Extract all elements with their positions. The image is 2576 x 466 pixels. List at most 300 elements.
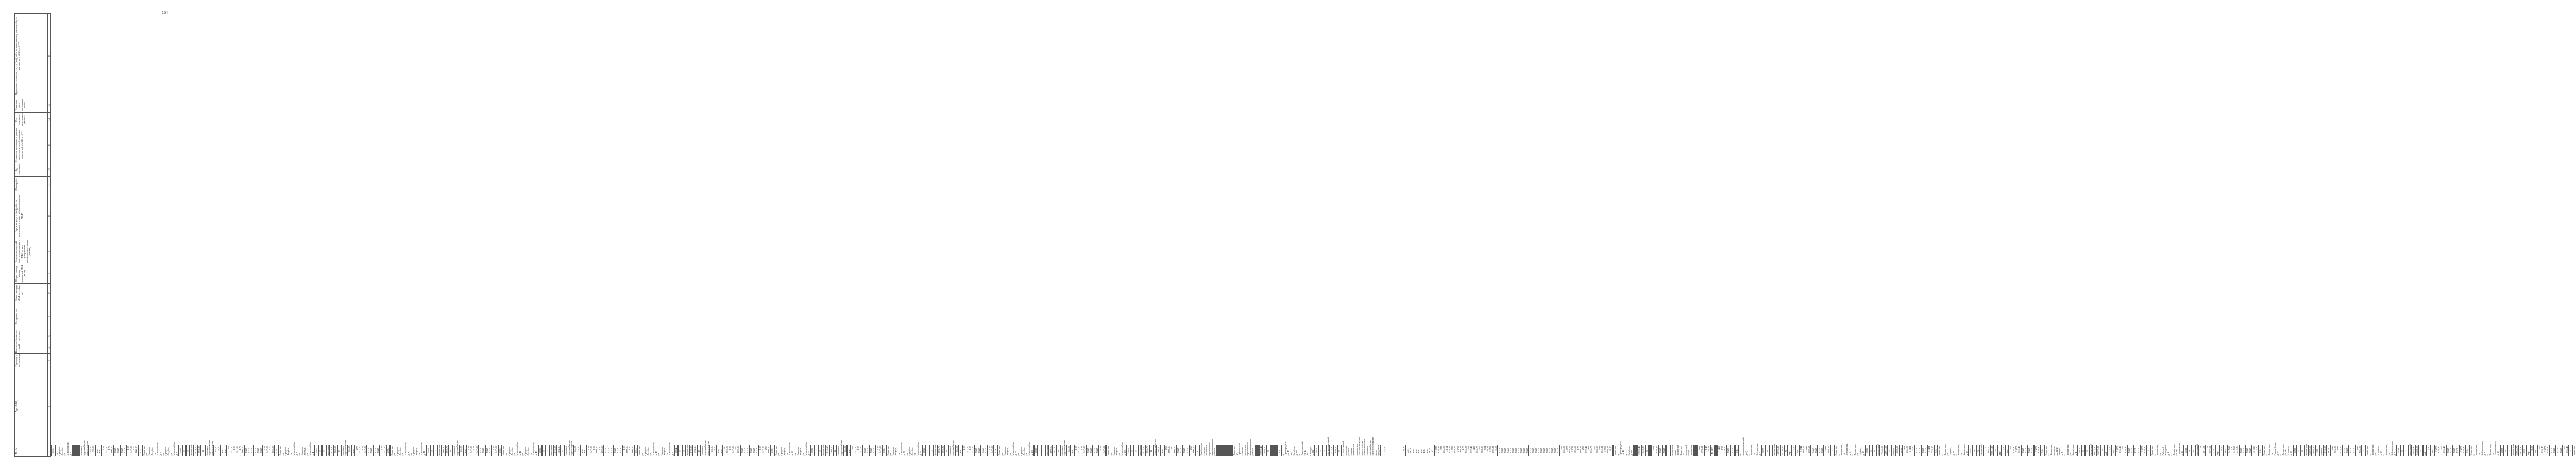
table-cell: 2022 2022 2022 2022 2022 2022 2022 2022 2022 2022 2022 [1529, 445, 1560, 457]
table-cell: Итого по рп Средняя Ахтуба, ул. Микрорайон, д. 2 рп Средняя Ахтуба, ул. Микрорайон, д. 3 [142, 442, 178, 456]
table-cell: 2022 2022 [974, 445, 981, 457]
table-cell: 108 147,00 [492, 445, 498, 457]
table-row [1613, 14, 1667, 457]
table-row [1667, 14, 1735, 457]
table-cell: крупнопанельный [1327, 437, 1330, 456]
table-cell: кирпичный [1877, 444, 1880, 456]
table-cell: кирпичный [1980, 444, 1984, 456]
table-cell: Итого по рп Средняя Ахтуба, ул. Микрорайон, д. 44 рп Средняя Ахтуба, ул. Микрорайон, д. 48 [502, 442, 538, 456]
table-cell: 19 [697, 445, 701, 457]
table-cell: 2022 2022 [2349, 445, 2355, 457]
column-number-row [48, 14, 51, 457]
table-cell: 5 [1323, 445, 1326, 457]
table-cell: 222 265,05 4 977 664,05 2 787 105,65 178 966,99 253 772,49 1 453 036,78 372 783,86 584 256,31 2 963 069,21 0,00 [1560, 445, 1612, 457]
table-cell: Итого по рп Средняя Ахтуба, ул. Микрорайон, д. 77 рп Средняя Ахтуба, ул. Микрорайон, д. 78 [886, 442, 922, 456]
table-cell: 250 000,00 250 000,00 [1164, 445, 1176, 457]
table-cell: панельный [1773, 444, 1776, 456]
table-cell: 12 [833, 445, 837, 457]
table-cell: 7. [1667, 445, 1670, 457]
table-cell: 108 147,00 170 000,00 [126, 445, 138, 457]
table-cell: (61 многоквартирный дом) г. Волгоград, ул. Козловская, д. 6 [1739, 437, 1761, 456]
column-number: 1 [48, 445, 51, 457]
table-cell: лифт [2104, 445, 2108, 457]
table-cell: 1971 [1969, 445, 1972, 457]
table-cell: 5.29. [386, 445, 390, 457]
table-cell: 2 [1130, 445, 1134, 457]
table-cell: 108 147,00 108 147,00 [467, 445, 479, 457]
table-cell: 9 [2188, 445, 2191, 457]
table-cell: 5.33. [882, 445, 886, 457]
table-cell: 2 532,40 [1259, 445, 1263, 457]
table-cell: 13 291,03 [2199, 445, 2206, 457]
table-cell: 2 898 925,00 [2355, 445, 2362, 457]
header-cell: Стоимость капитального ремонта за счет средств собственников помещений в МКД, руб.** [15, 127, 48, 163]
table-cell: 85,00 74,00 [573, 445, 580, 457]
table-cell: 7.2. [1831, 445, 1834, 457]
table-cell: 5.30. [498, 445, 502, 457]
column-number: 5 [48, 330, 51, 342]
column-number: 15 [48, 98, 51, 113]
table-cell: 2 [682, 445, 686, 457]
table-cell: 2022 2022 [479, 445, 485, 457]
table-cell: 5 [2297, 445, 2300, 457]
table-cell: 2 [322, 445, 326, 457]
header-row [15, 14, 48, 457]
column-number: 11 [48, 177, 51, 193]
table-cell: 230 000,00 108 147,00 200 000,00 [723, 445, 740, 457]
table-cell: 241 [2419, 445, 2422, 457]
table-cell: лифт [2216, 445, 2219, 457]
table-cell: 2022 2022 [485, 445, 492, 457]
table-cell: 2 [318, 445, 322, 457]
table-cell: панельный [2304, 444, 2308, 456]
table-cell: 1958 [2293, 445, 2297, 457]
table-cell: 1980 [1034, 445, 1038, 457]
table-cell: 2 [430, 445, 434, 457]
rotated-table-page [14, 14, 2576, 457]
table-cell: 46 547 [1710, 445, 1714, 457]
table-cell: 398,00 [1157, 445, 1160, 457]
table-cell: 2022 2022 [981, 445, 988, 457]
table-cell: 7.6. [2258, 445, 2262, 457]
table-cell: панельные [326, 444, 329, 456]
table-cell: 7.7. [2362, 445, 2365, 457]
table-cell: 1 013,00 [1142, 445, 1145, 457]
table-cell: 9 [2504, 445, 2507, 457]
table-cell: панельный [2196, 444, 2198, 456]
table-cell: 7 277 636,40 7 277 636,40 [2538, 445, 2550, 457]
table-cell: 2 [926, 445, 929, 457]
table-cell: 3 688,60 [2312, 445, 2315, 457]
table-cell: руб. кв.м м.п. м.п. м.п. м.п. м.п. м.п. кв.м м³ [1406, 445, 1434, 457]
table-cell: 1 019,00 [689, 445, 693, 457]
table-cell: 5 [1869, 445, 1873, 457]
table-cell: м.п. м.п. [221, 445, 227, 457]
table-cell: 108 147,00 108 147,00 [1074, 445, 1086, 457]
table-cell: 2022 2022 2022 [740, 445, 750, 457]
table-cell: панельные [550, 444, 553, 456]
table-cell: 2 424 235,00 2 424 235,00 [1903, 445, 1914, 457]
table-cell: 2 [678, 445, 682, 457]
table-cell: 108 [2315, 445, 2319, 457]
table-cell: панельные [190, 444, 193, 456]
table-cell: крыша [2319, 445, 2323, 457]
table-cell: м.п. м.п. [716, 445, 723, 457]
table-cell: 252 [1994, 445, 1997, 457]
table-cell: 6 [1873, 445, 1876, 457]
table-cell: 2022 2022 [2027, 445, 2034, 457]
table-cell: 250 [2522, 445, 2526, 457]
table-cell: 2 [182, 445, 186, 457]
page-number: 164 [162, 10, 168, 15]
column-number: 9 [48, 239, 51, 264]
table-row [2465, 14, 2569, 457]
table-cell: 3,00 [2108, 445, 2111, 457]
table-cell: Итого по г. Волгоград, ул. Борьбы, д. 18 г. Волгоград, ул. Бакинская, д. 38 [1938, 444, 1969, 456]
table-cell: Итого по рп Средняя Ахтуба, ул. Микрорайон, д. 78 рп Средняя Ахтуба, ул. Микрорайон, д. 103 [998, 442, 1033, 456]
table-row [1278, 14, 1613, 457]
table-cell: 5 672,20 [2096, 445, 2100, 457]
table-cell: 1 640,20 [1641, 445, 1645, 457]
column-number: 13 [48, 127, 51, 163]
table-cell: 108 147,00 108 147,00 [962, 445, 974, 457]
table-row [2362, 14, 2465, 457]
table-cell: Итого по г. Волгоград, ул. Рабочей молодежи, д. 1 г. Волгоград, ул. им. Гвардейская, д. 16 [2150, 442, 2183, 456]
table-cell: 7 277 636,40 [2034, 445, 2041, 457]
table-cell: 2022 2022 2022 [253, 445, 263, 457]
table-cell: 9 951,30 [1990, 445, 1994, 457]
table-row [882, 14, 994, 457]
table-cell: 108 147,00 [876, 445, 883, 457]
table-cell: 593,20 [197, 445, 201, 457]
table-cell: 50 [1645, 445, 1649, 457]
table-cell: шт. [2430, 445, 2434, 457]
table-cell: 7.3. [1934, 445, 1938, 457]
table-cell: холодное водоснабжение водоотведение [565, 440, 573, 456]
table-cell: 2 898 925,00 2 898 925,00 [2331, 445, 2343, 457]
table-cell: панельные [1045, 444, 1048, 456]
table-cell: 97 [1784, 445, 1788, 457]
table-cell: 2022 2022 [2021, 445, 2028, 457]
table-cell: 3,00 [2002, 445, 2005, 457]
table-cell: крыша [1891, 445, 1895, 457]
table-cell: 592,70 [445, 445, 449, 457]
table-cell: 3 [2085, 445, 2089, 457]
table-cell: холодное водоснабжение [453, 440, 459, 456]
table-cell: лифт [1788, 445, 1791, 457]
table-cell: 5 936,70 [2515, 445, 2519, 457]
column-number: 2 [48, 368, 51, 445]
table-cell: 11 023 030,97 222 265,05 4 154 638,62 1 957 684,05 2 767 108,63 178 966,99 253 772,49 1 453 036,78 372 783,86 584 256,31 2 963 069,21 0,00 [1434, 445, 1498, 457]
table-cell: 1 268,55 [1895, 445, 1899, 457]
table-row [139, 14, 275, 457]
table-cell: 6,00 [2219, 445, 2223, 457]
table-cell: 2022 2022 [2343, 445, 2349, 457]
table-cell: 584,80 [557, 445, 561, 457]
table-cell: холодное водоснабжение водоотведение [205, 440, 214, 456]
table-cell: 7 277 636,40 [2459, 445, 2466, 457]
table-row [275, 14, 386, 457]
column-number: 6 [48, 303, 51, 330]
table-cell: 2022 2022 [374, 445, 380, 457]
table-cell: 7.9. [2569, 445, 2572, 457]
table-cell: 85,00 78,00 [89, 445, 95, 457]
table-row [498, 14, 634, 457]
table-cell: 1986 [922, 445, 926, 457]
table-cell: 2022 2022 [1811, 445, 1818, 457]
table-cell: 7.4. [2040, 445, 2044, 457]
table-cell: Итого по г. Волгоград, ул. Мамаева, д. 38 г. Волгоград, ул. Библиотечная, д. 8 [2366, 441, 2396, 456]
table-cell: 5 522,10 [2308, 445, 2312, 457]
table-cell: панельные [686, 444, 689, 456]
table-cell: 250 000,00 [1189, 445, 1196, 457]
table-cell: Итого по г. Волгоград, проспект им. В.И. Ленина, д. 2 г. Волгоград, ул. Бакинская, д. 4 [2044, 444, 2077, 456]
header-cell: Перечень услуг и (или) работ по капитальному ремонту общего имущества МКД* [15, 193, 48, 239]
table-row [1934, 14, 2040, 457]
table-cell: 2022 2022 [2556, 445, 2563, 457]
table-cell: городской округ Волгоград Всего по МО городской округ Волгоград [1671, 445, 1693, 456]
table-row [2258, 14, 2362, 457]
header-cell: № п/п [15, 445, 48, 457]
table-cell: 7.1. [1735, 445, 1739, 457]
table-cell: 1981 [315, 445, 318, 457]
table-cell: Итого по рп Средняя Ахтуба, ул. Микрорайон, д. 50 рп Средняя Ахтуба, ул. Микрорайон, д. 77 [774, 442, 810, 456]
table-cell: 2022 2022 [2446, 445, 2453, 457]
table-cell: 1 006,30 [442, 445, 445, 457]
table-cell: 7.5. [2147, 445, 2150, 457]
table-cell: 108 147,00 170 000,00 [263, 445, 275, 457]
header-cell: Адрес МКД [15, 368, 48, 445]
table-cell: 85,00 [459, 445, 463, 457]
table-cell: строительный контроль ремонт крыши подвальное помещение электроснабжение водоотведение теплоснабжение холодное водоснабжение энергосбережение фасад фундамент [1342, 437, 1380, 456]
table-cell: шт. [2005, 445, 2009, 457]
table-cell: 1 640,20 [1263, 445, 1266, 457]
table-cell: 85,00 [843, 445, 847, 457]
table-cell: лифт [2423, 445, 2427, 457]
table-cell: 5.32. [770, 445, 774, 457]
header-cell: Год планового капитального ремонта [15, 113, 48, 127]
table-row [386, 14, 498, 457]
table-cell: Итого по рп Средняя Ахтуба, ул. Микрорайон, д. 103 [1107, 442, 1126, 456]
header-cell: Общая площадь жилых помещений МКД (кв. м) [15, 264, 48, 284]
table-cell: 590,20 [941, 445, 945, 457]
header-cell: Материал стен [15, 303, 48, 330]
table-cell: 2022 2022 [1093, 445, 1099, 457]
table-cell: Итого по г. Волгоград, ул. Библиотечная, д. 8 г. Волгоград, ул. Библиотечная, д. 10 [2469, 441, 2500, 456]
table-cell: холодное водоснабжение [837, 440, 843, 456]
table-cell: 2022 2022 [2127, 445, 2134, 457]
table-cell: холодное водоснабжение водоотведение [80, 440, 88, 456]
header-cell: Предельная стоимость услуг и (или) работ по капитальному ремонту общего имущества в МКД, руб.*** [15, 14, 48, 98]
column-number: 16 [48, 14, 51, 98]
table-cell: 3,00 [2530, 445, 2534, 457]
table-cell: 2022 2022 [2239, 445, 2246, 457]
table-cell: 9 [1973, 445, 1976, 457]
table-cell: м.п. [463, 445, 467, 457]
table-cell: м.п. м.п. [95, 445, 102, 457]
column-number: 4 [48, 342, 51, 354]
table-cell: 11 [449, 445, 452, 457]
header-cell: Объем работ [15, 177, 48, 193]
column-number: 14 [48, 113, 51, 127]
table-cell: 1979 [2397, 445, 2400, 457]
table-cell: 9 [2081, 445, 2085, 457]
table-cell: холодное водоснабжение [1061, 440, 1066, 456]
header-cell: Год ввода в эксплуатацию [15, 354, 48, 368]
table-cell: 108 147,00 [1099, 445, 1106, 457]
table-cell: 3,00 [2427, 445, 2430, 457]
column-number: 8 [48, 264, 51, 284]
table-cell: 4 [1319, 445, 1323, 457]
table-cell: 586,70 [1145, 445, 1149, 457]
table-cell: 4 730,30 [1781, 445, 1784, 457]
table-cell: 7 145,60 [1880, 445, 1884, 457]
column-number: 7 [48, 284, 51, 303]
table-row [770, 14, 882, 457]
table-cell: шт. [2223, 445, 2227, 457]
table-cell: 1985 [427, 445, 430, 457]
table-cell: 2022 2022 [869, 445, 876, 457]
table-row [51, 14, 139, 457]
table-cell: панельный [2408, 444, 2411, 456]
table-cell: 1985 [1127, 445, 1130, 457]
table-cell: 2022 2022 [1086, 445, 1093, 457]
table-cell: 11 [201, 445, 205, 457]
table-cell: 1975 [810, 445, 814, 457]
table-row [1231, 14, 1278, 457]
table-cell: 2 [186, 445, 190, 457]
header-cell: Ед. измерения [15, 163, 48, 177]
table-cell: 2022 2022 2022 2022 2022 2022 2022 2022 2022 2022 2022 [1498, 445, 1529, 457]
table-cell: 11 [1149, 445, 1153, 457]
table-cell: 1979 [2500, 445, 2504, 457]
table-cell: 308 147,00 108 147,00 [851, 445, 862, 457]
table-cell: 108 147,00 170 000,00 [101, 445, 113, 457]
header-cell: Количество этажей [15, 342, 48, 354]
table-cell: лифт [1998, 445, 2002, 457]
table-cell: 1 015,50 [825, 445, 829, 457]
table-cell: 2 [434, 445, 437, 457]
table-cell: 6. [1196, 445, 1199, 457]
table-cell: панельные [1138, 444, 1141, 456]
table-cell: кв.м [1899, 445, 1903, 457]
table-cell: 594,50 [693, 445, 697, 457]
repair-plan-table [14, 13, 2576, 457]
table-cell: 1982 [2078, 445, 2081, 457]
table-cell: 2022 2022 2022 [613, 445, 622, 457]
table-cell: 16 [1766, 445, 1769, 457]
table-row [1196, 14, 1231, 457]
table-cell: 85,00 [1067, 445, 1071, 457]
table-cell: теплоснабжение [1153, 439, 1156, 456]
table-row [994, 14, 1106, 457]
table-cell: 2 [546, 445, 549, 457]
table-cell: 1984 [674, 445, 678, 457]
table-cell: 1 640,20 [1334, 445, 1337, 457]
table-cell: холодное водоснабжение [949, 440, 955, 456]
table-cell: 1 147 236,62 [1704, 445, 1711, 457]
table-cell: 1983 [1315, 445, 1318, 457]
table-cell: 7 277 636,40 [2140, 445, 2147, 457]
table-cell: 12 [337, 445, 341, 457]
table-row [2040, 14, 2146, 457]
table-cell: шт. [2534, 445, 2537, 457]
table-cell: 5 944 069,57 [1824, 445, 1831, 457]
table-cell: 50 [1266, 445, 1270, 457]
table-cell: Итого по рп Средняя Ахтуба, ул. Микрорайон, д. 4 рп Средняя Ахтуба, ул. Микрорайон, д. 44 [391, 442, 426, 456]
table-cell: п. Пригородный, ул. 40 лет Октября, д. 340 п. Пригородный, ул. 40 лет Октября, д. 340 [1281, 441, 1314, 456]
table-cell: 2022 2022 [1818, 445, 1824, 457]
table-cell: 10 003,70 [1984, 445, 1990, 457]
table-cell: Итого по п. Пригородный, ул. 40 лет Октября, д. 340 [1614, 441, 1633, 456]
table-cell: кирпичный [2089, 444, 2092, 456]
table-cell: 1 014,30 [330, 445, 333, 457]
table-cell: 1997 [1761, 445, 1765, 457]
table-cell: 3 [1976, 445, 1980, 457]
table-cell: Прибрежное сельское поселение Фроловского муниципального района [1199, 438, 1216, 456]
table-row [1106, 14, 1196, 457]
table-cell: 2 424 235,00 [1927, 445, 1934, 457]
table-cell: 2022 [1731, 445, 1734, 457]
table-cell: 2022 2022 [2550, 445, 2556, 457]
table-cell: 1 981 673,81 [1698, 445, 1704, 457]
header-cell: Общая площадь МКД, всего (кв. м) [15, 284, 48, 303]
table-cell: 2 [930, 445, 934, 457]
table-cell: 85,00 78,00 [710, 445, 717, 457]
table-cell: 743,50 1 270,40 [1380, 445, 1406, 457]
table-cell: Итого по рп Средняя Ахтуба, ул. Микрорайон, д. 3 рп Средняя Ахтуба, ул. Микрорайон, д. 4 [279, 442, 314, 456]
table-cell: 100 000,00 130 000,00 [622, 445, 634, 457]
table-cell: 6.1. [1278, 445, 1281, 457]
table-cell: 5.27. [139, 445, 142, 457]
table-cell: 1 008,70 [937, 445, 941, 457]
table-cell: 7 277 636,40 7 277 636,40 [2009, 445, 2021, 457]
table-cell: 1980 [179, 445, 182, 457]
table-cell: Всего по МО Прибрежное сельское поселение Фроловского муниципального района [1232, 438, 1255, 456]
table-cell: Итого по [2573, 445, 2576, 457]
table-cell: 2022 2022 [2245, 445, 2252, 457]
table-cell: м.п. [847, 445, 851, 457]
table-cell: 523 [2212, 445, 2215, 457]
table-cell: Итого по рп Средняя Ахтуба, ул. Микрорайон, д. 48 рп Средняя Ахтуба, ул. Микрорайон, д. 50 [638, 442, 674, 456]
table-row [634, 14, 770, 457]
table-cell: 108 147,00 100 000,00 130 000,00 [587, 445, 604, 457]
table-cell: 2022 2022 [863, 445, 870, 457]
table-cell: 6 [2192, 445, 2195, 457]
table-cell: 2022 2022 2022 [749, 445, 758, 457]
table-cell: 2022 2022 [367, 445, 374, 457]
table-cell: 11 [945, 445, 948, 457]
table-cell: шт. [1795, 445, 1799, 457]
table-cell: панельные [438, 444, 441, 456]
table-cell: 2022 2022 [2133, 445, 2140, 457]
header-cell: Количество подъездов [15, 330, 48, 342]
column-number: 12 [48, 163, 51, 177]
table-cell: 5 944 069,57 5 944 069,57 [1799, 445, 1811, 457]
table-cell: 581,00 [1053, 445, 1056, 457]
table-cell: 278 147,00 108 147,00 [355, 445, 367, 457]
table-cell: 1 009,10 [1049, 445, 1053, 457]
table-cell: 9 [2400, 445, 2404, 457]
table-cell: 5.26. [51, 445, 55, 457]
table-cell: холодное водоснабжение водоотведение [701, 440, 709, 456]
table-body [51, 14, 2576, 457]
table-cell: 2 [1038, 445, 1041, 457]
table-cell: 108 147,00 [988, 445, 994, 457]
table-cell: 2 532,40 [1637, 445, 1641, 457]
table-cell: панельный [2512, 444, 2515, 456]
table-cell: 2 [542, 445, 546, 457]
